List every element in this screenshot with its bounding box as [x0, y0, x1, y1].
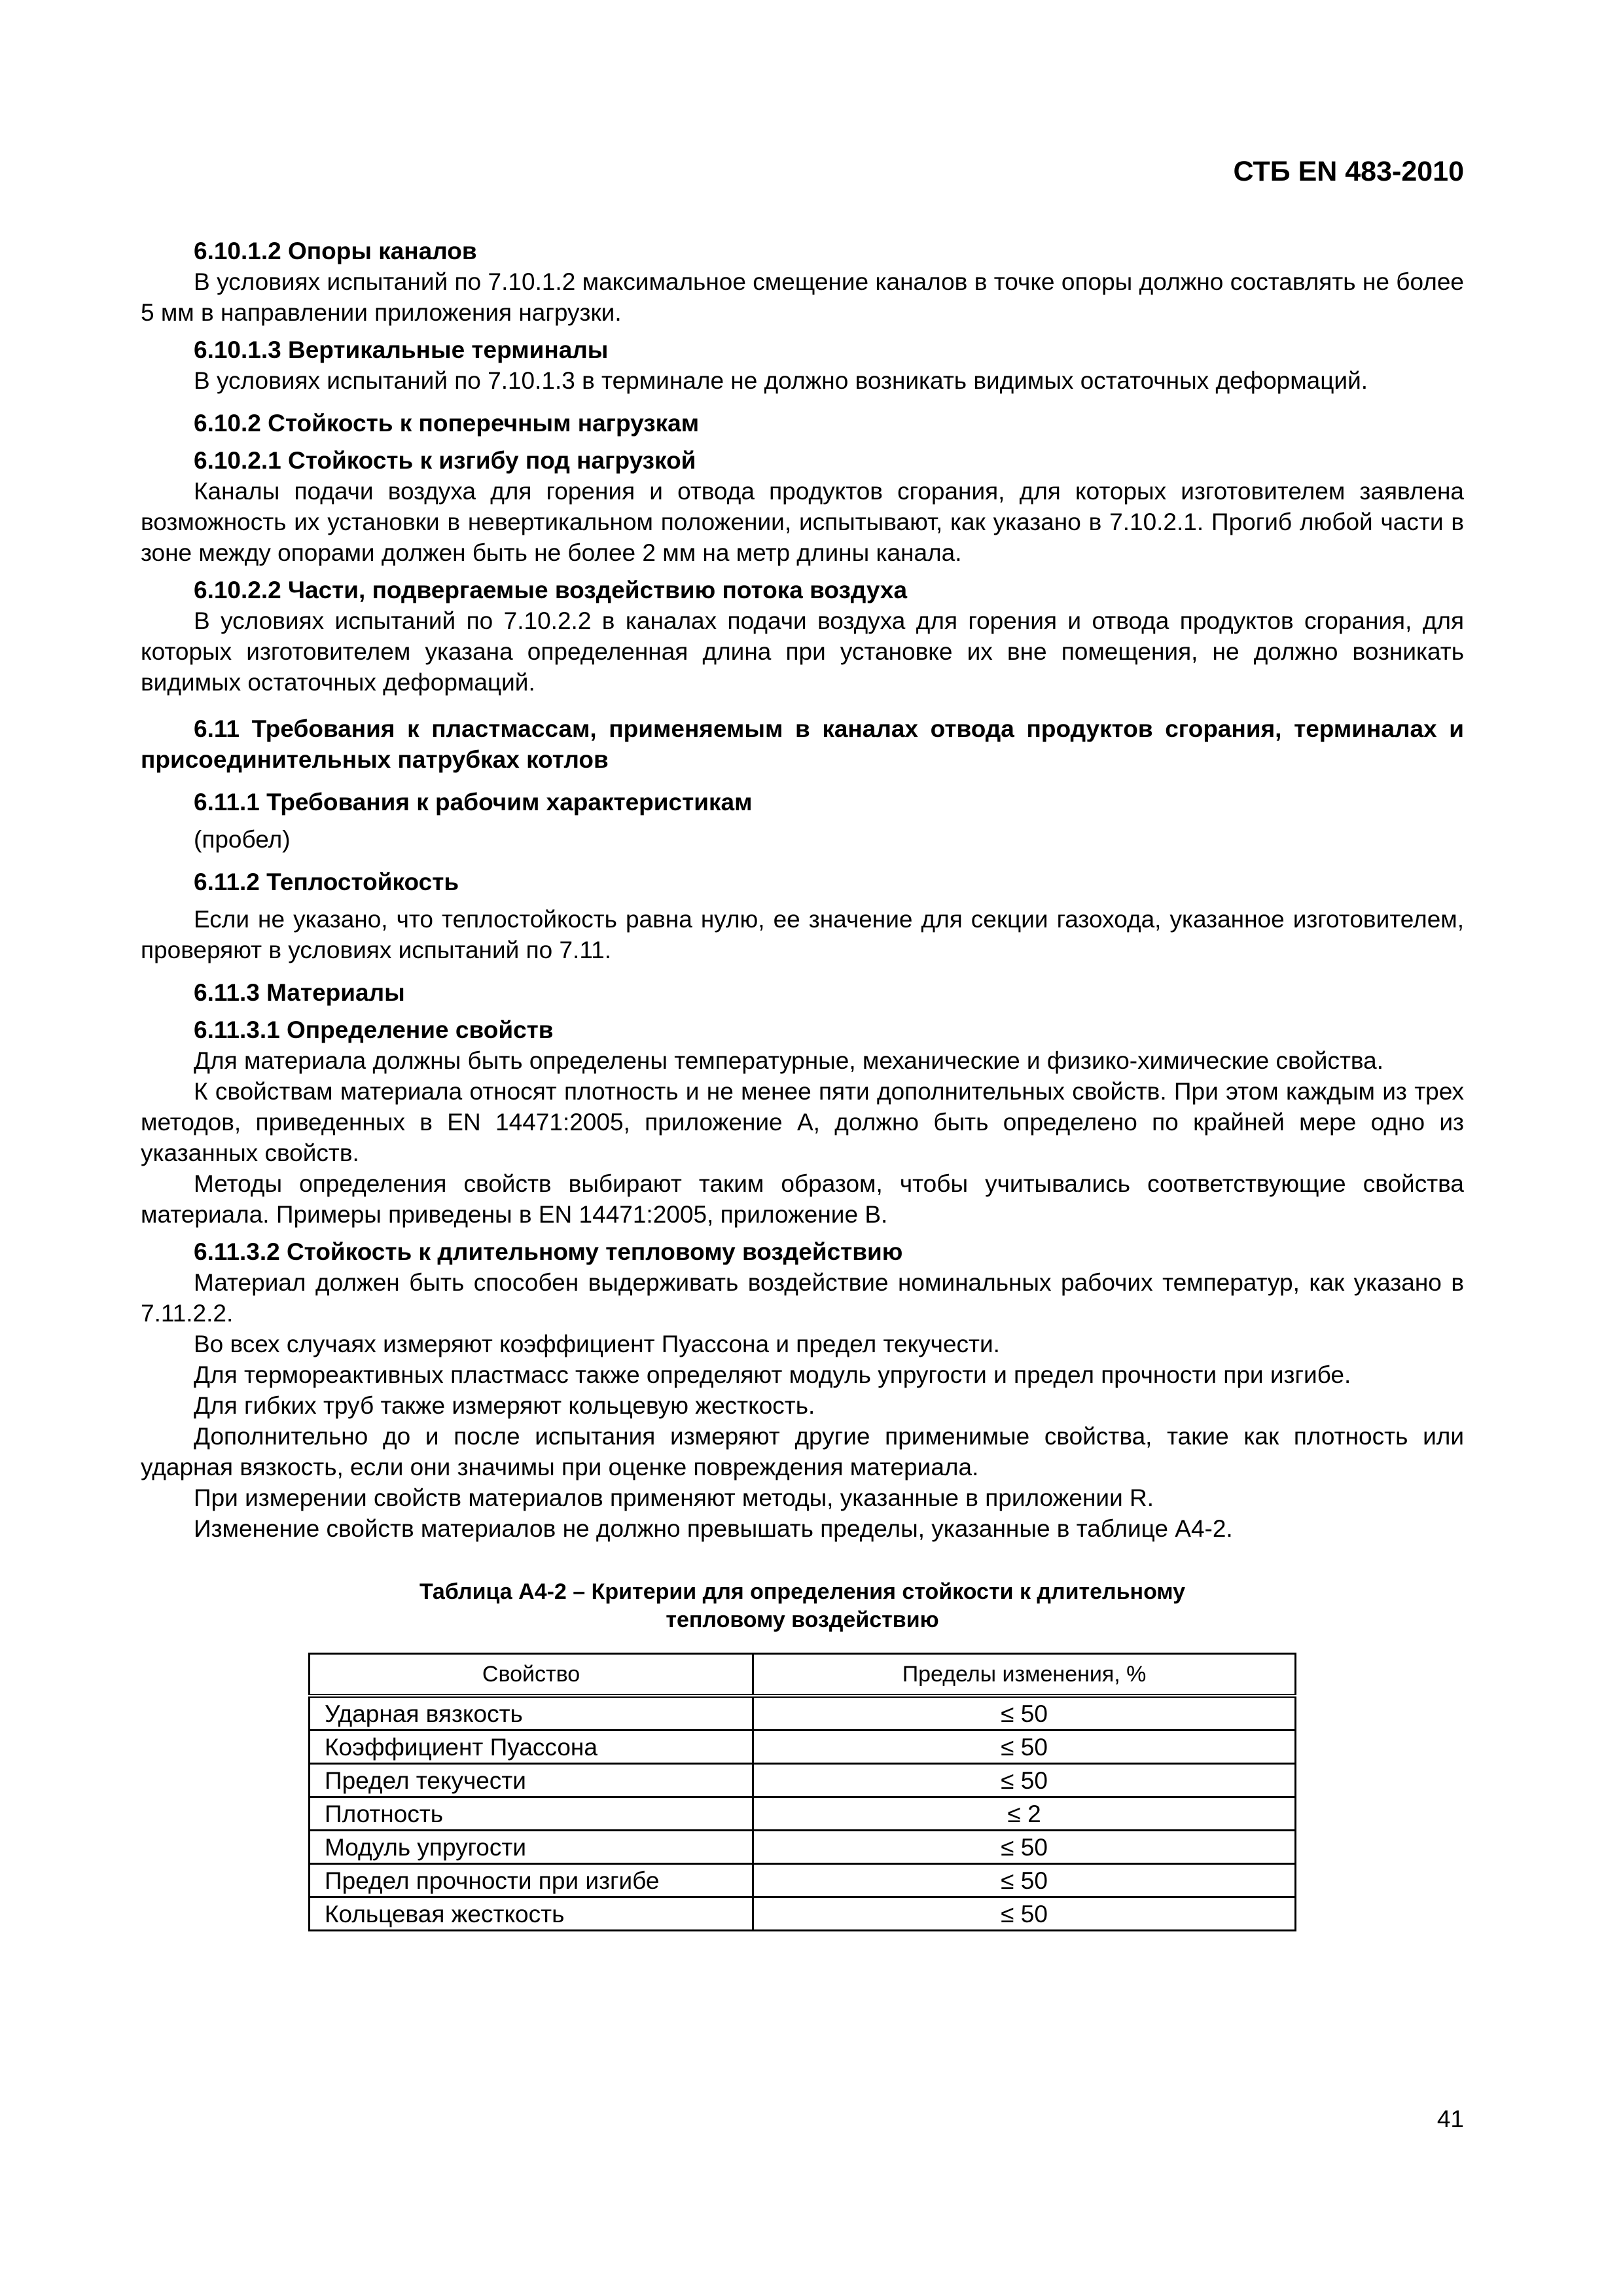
- limit-cell: ≤ 50: [753, 1696, 1296, 1731]
- table-row: [310, 1831, 1296, 1864]
- table-caption-line-2: тепловому воздействию: [666, 1607, 939, 1632]
- limit-cell: ≤ 50: [753, 1764, 1296, 1797]
- property-cell: Предел прочности при изгибе: [310, 1864, 753, 1897]
- table-header-row: [310, 1654, 1296, 1696]
- standard-code: СТБ EN 483-2010: [1233, 156, 1464, 187]
- section-heading: 6.10.2.2 Части, подвергаемые воздействию потока воздуха: [194, 577, 908, 603]
- paragraph: Каналы подачи воздуха для горения и отвода продуктов сгорания, для которых изготовителем заявлена возможность их установки в невертикальном положении, испытывают, как указано в 7.10.2.1. Прогиб любой части в зоне между опорами должен быть не более 2 мм на метр длины канала.: [141, 478, 1464, 566]
- paragraph: В условиях испытаний по 7.10.1.3 в терминале не должно возникать видимых остаточных деформаций.: [194, 367, 1368, 394]
- property-cell: Модуль упругости: [310, 1831, 753, 1864]
- criteria-table: [308, 1653, 1296, 1931]
- limit-cell: ≤ 2: [753, 1797, 1296, 1831]
- limit-cell: ≤ 50: [753, 1831, 1296, 1864]
- table-row: [310, 1764, 1296, 1797]
- column-header-limits: Пределы изменения, %: [753, 1654, 1296, 1696]
- paragraph: Методы определения свойств выбирают таким образом, чтобы учитывались соответствующие свойства материала. Примеры приведены в EN 14471:2005, приложение В.: [141, 1170, 1464, 1228]
- paragraph: К свойствам материала относят плотность и не менее пяти дополнительных свойств. При этом каждым из трех методов, приведенных в EN 14471:2005, приложение А, должно быть определено по крайней мере одно из указанных свойств.: [141, 1078, 1464, 1166]
- paragraph: В условиях испытаний по 7.10.1.2 максимальное смещение каналов в точке опоры должно составлять не более 5 мм в направлении приложения нагрузки.: [141, 268, 1464, 326]
- section-heading: 6.11.3.2 Стойкость к длительному тепловому воздействию: [194, 1238, 903, 1265]
- table-row: [310, 1864, 1296, 1897]
- limit-cell: ≤ 50: [753, 1897, 1296, 1931]
- paragraph: Если не указано, что теплостойкость равна нулю, ее значение для секции газохода, указанное изготовителем, проверяют в условиях испытаний по 7.11.: [141, 906, 1464, 963]
- paragraph: Во всех случаях измеряют коэффициент Пуассона и предел текучести.: [194, 1331, 1000, 1357]
- limit-cell: ≤ 50: [753, 1731, 1296, 1764]
- paragraph: Изменение свойств материалов не должно превышать пределы, указанные в таблице А4-2.: [194, 1515, 1233, 1542]
- paragraph: В условиях испытаний по 7.10.2.2 в каналах подачи воздуха для горения и отвода продуктов сгорания, для которых изготовителем указана определенная длина при установке их вне помещения, не должно возникать видимых остаточных деформаций.: [141, 607, 1464, 696]
- paragraph: Материал должен быть способен выдерживать воздействие номинальных рабочих температур, как указано в 7.11.2.2.: [141, 1269, 1464, 1327]
- property-cell: Кольцевая жесткость: [310, 1897, 753, 1931]
- table-row: [310, 1797, 1296, 1831]
- paragraph: Для материала должны быть определены температурные, механические и физико-химические свойства.: [194, 1047, 1383, 1074]
- section-heading: 6.11 Требования к пластмассам, применяемым в каналах отвода продуктов сгорания, терминалах и присоединительных патрубках котлов: [141, 715, 1464, 773]
- property-cell: Плотность: [310, 1797, 753, 1831]
- section-heading: 6.10.1.2 Опоры каналов: [194, 238, 477, 264]
- section-heading: 6.11.2 Теплостойкость: [194, 869, 459, 895]
- property-cell: Ударная вязкость: [310, 1696, 753, 1731]
- section-heading: 6.11.3 Материалы: [194, 979, 405, 1006]
- paragraph: Для термореактивных пластмасс также определяют модуль упругости и предел прочности при изгибе.: [194, 1361, 1351, 1388]
- table-caption: [141, 1578, 1464, 1634]
- column-header-property: Свойство: [310, 1654, 753, 1696]
- page-number: 41: [1436, 2106, 1464, 2132]
- property-cell: Коэффициент Пуассона: [310, 1731, 753, 1764]
- section-heading: 6.10.2.1 Стойкость к изгибу под нагрузкой: [194, 447, 696, 474]
- table-caption-line-1: Таблица А4-2 – Критерии для определения стойкости к длительному: [419, 1579, 1186, 1604]
- section-heading: 6.10.1.3 Вертикальные терминалы: [194, 336, 609, 363]
- paragraph: При измерении свойств материалов применяют методы, указанные в приложении R.: [194, 1484, 1154, 1511]
- table-row: [310, 1696, 1296, 1731]
- section-heading: 6.11.1 Требования к рабочим характеристикам: [194, 789, 753, 816]
- paragraph: (пробел): [194, 826, 291, 853]
- paragraph: Для гибких труб также измеряют кольцевую жесткость.: [194, 1392, 815, 1419]
- property-cell: Предел текучести: [310, 1764, 753, 1797]
- page-content: [141, 236, 1464, 1931]
- section-heading: 6.10.2 Стойкость к поперечным нагрузкам: [194, 410, 700, 437]
- table-row: [310, 1731, 1296, 1764]
- section-heading: 6.11.3.1 Определение свойств: [194, 1016, 554, 1043]
- paragraph: Дополнительно до и после испытания измеряют другие применимые свойства, такие как плотность или ударная вязкость, если они значимы при оценке повреждения материала.: [141, 1423, 1464, 1480]
- table-row: [310, 1897, 1296, 1931]
- limit-cell: ≤ 50: [753, 1864, 1296, 1897]
